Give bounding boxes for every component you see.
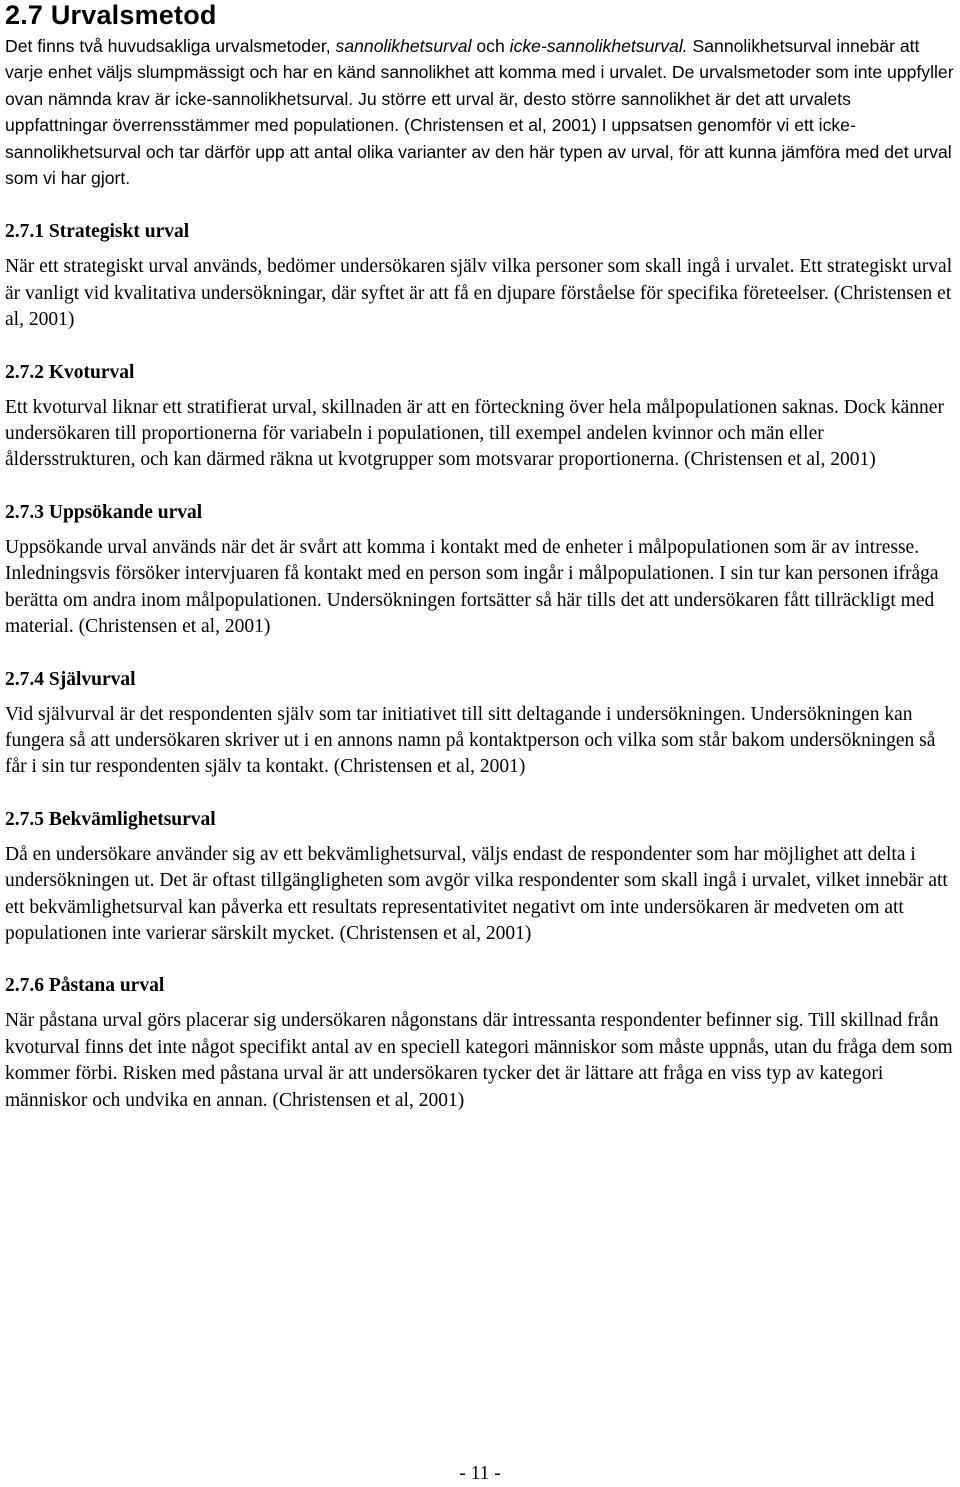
subsection-bekvamlighetsurval <box>5 808 957 948</box>
subsection-kvoturval <box>5 361 957 474</box>
intro-text-6: Ju större ett urval är, desto större sannolikhet är det att urvalets uppfattningar överrensstämmer med populationen. (Christensen et al, 2001) I uppsatsen genomför vi ett icke-sannolikhetsurval och tar därför upp att antal olika varianter av den här typen av urval, för att kunna jämföra med det urval som vi har gjort. <box>5 88 952 189</box>
intro-text-5: Sannolikhetsurval innebär att varje enhet väljs slumpmässigt och har en känd sannolikhet att komma med i urvalet. De urvalsmetoder som inte uppfyller ovan nämnda krav är icke-sannolikhetsurval. <box>5 36 954 109</box>
intro-text-4-italic: icke-sannolikhetsurval. <box>509 36 688 56</box>
subsection-heading: 2.7.1 Strategiskt urval <box>5 221 190 243</box>
intro-text-3: och <box>471 36 510 56</box>
subsection-heading: 2.7.6 Påstana urval <box>5 975 165 997</box>
subsection-heading: 2.7.4 Självurval <box>5 668 136 690</box>
section-title: 2.7 Urvalsmetod <box>5 0 217 30</box>
subsection-paragraph: Då en undersökare använder sig av ett bekvämlighetsurval, väljs endast de respondenter som har möjlighet att delta i undersökningen ut. Det är oftast tillgängligheten som avgör vilka respondenter som skall ingå i urvalet, vilket innebär att ett bekvämlighetsurval kan påverka ett resultats representativitet negativt om inte undersökaren är medveten om att populationen inte varierar särskilt mycket. (Christensen et al, 2001) <box>5 843 948 944</box>
subsection-paragraph: När påstana urval görs placerar sig undersökaren någonstans där intressanta respondenter befinner sig. Till skillnad från kvoturval finns det inte något specifikt antal av en speciell kategori människor som måste uppnås, utan du fråga dem som kommer förbi. Risken med påstana urval är att undersökaren tycker det är lättare att fråga en viss typ av kategori människor och undvika en annan. (Christensen et al, 2001) <box>5 1010 953 1111</box>
subsection-heading: 2.7.2 Kvoturval <box>5 361 135 383</box>
subsection-heading: 2.7.5 Bekvämlighetsurval <box>5 808 216 830</box>
subsection-paragraph: Ett kvoturval liknar ett stratifierat urval, skillnaden är att en förteckning över hela målpopulationen saknas. Dock känner undersökaren till proportionerna för variabeln i populationen, till exempel andelen kvinnor och män eller åldersstrukturen, och kan därmed räkna ut kvotgrupper som motsvarar proportionerna. (Christensen et al, 2001) <box>5 396 944 471</box>
section-intro-paragraph <box>5 33 957 191</box>
subsection-uppsokande-urval <box>5 501 957 641</box>
page-number: - 11 - <box>459 1463 501 1484</box>
subsection-sjalvurval <box>5 668 957 781</box>
subsection-paragraph: Uppsökande urval används när det är svårt att komma i kontakt med de enheter i målpopulationen som är av intresse. Inledningsvis försöker intervjuaren få kontakt med en person som ingår i målpopulationen. I sin tur kan personen ifråga berätta om andra inom målpopulationen. Undersökningen fortsätter så här tills det att undersökaren fått tillräckligt med material. (Christensen et al, 2001) <box>5 536 939 638</box>
subsection-paragraph: När ett strategiskt urval används, bedömer undersökaren själv vilka personer som skall ingå i urvalet. Ett strategiskt urval är vanligt vid kvalitativa undersökningar, där syftet är att få en djupare förståelse för specifika företeelser. (Christensen et al, 2001) <box>5 256 953 331</box>
intro-text-2-italic: sannolikhetsurval <box>335 36 472 56</box>
subsection-heading: 2.7.3 Uppsökande urval <box>5 501 203 523</box>
intro-text-1: Det finns två huvudsakliga urvalsmetoder, <box>5 36 336 56</box>
subsection-pastana-urval <box>5 974 957 1114</box>
document-page <box>5 0 957 1114</box>
subsection-paragraph: Vid självurval är det respondenten själv som tar initiativet till sitt deltagande i undersökningen. Undersökningen kan fungera så att undersökaren skriver ut i en annons namn på kontaktperson och vilka som står bakom undersökningen så får i sin tur respondenten själv ta kontakt. (Christensen et al, 2001) <box>5 703 936 778</box>
subsection-strategiskt-urval <box>5 220 957 333</box>
